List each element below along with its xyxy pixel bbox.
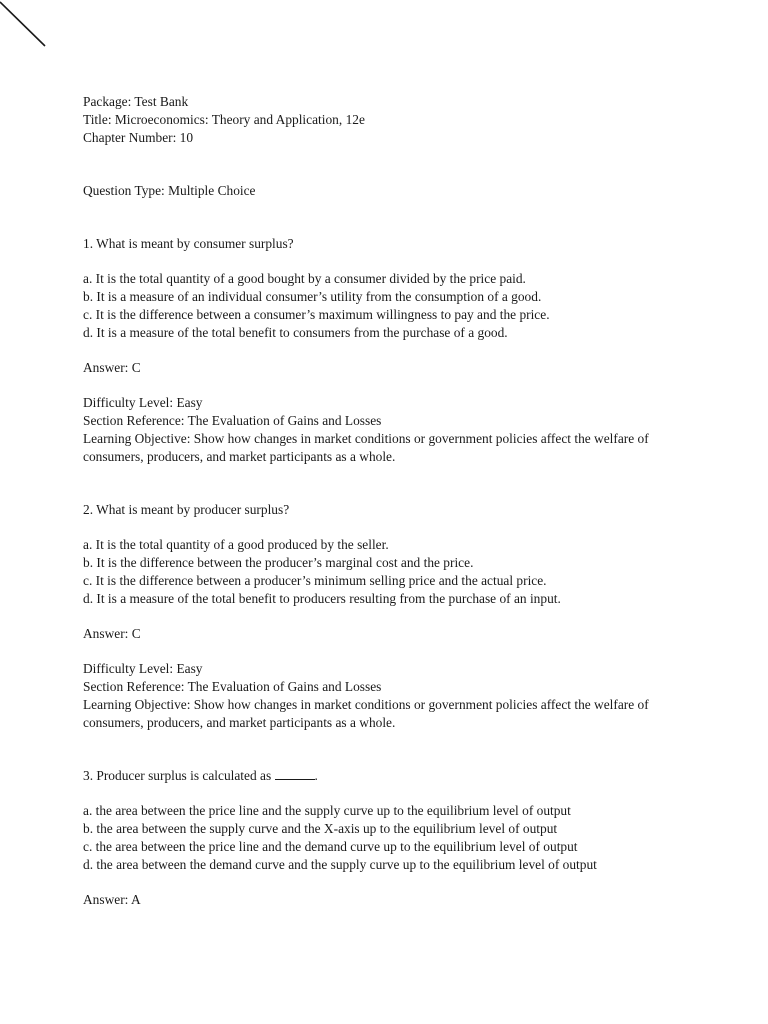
- spacer: [83, 608, 743, 625]
- title-line: Title: Microeconomics: Theory and Application, 12e: [83, 112, 365, 127]
- package-line: Package: Test Bank: [83, 94, 189, 109]
- answer-option: d. the area between the demand curve and the supply curve up to the equilibrium level of output: [83, 857, 597, 872]
- spacer: [83, 643, 743, 660]
- spacer: [83, 253, 743, 270]
- fill-in-blank: [275, 767, 315, 780]
- answer-option: c. It is the difference between a consumer’s maximum willingness to pay and the price.: [83, 307, 550, 322]
- answer-option: c. the area between the price line and the demand curve up to the equilibrium level of output: [83, 839, 578, 854]
- spacer: [83, 785, 743, 802]
- answer-option: a. It is the total quantity of a good produced by the seller.: [83, 537, 389, 552]
- question-stem-text: 3. Producer surplus is calculated as: [83, 768, 275, 783]
- question-stem: 2. What is meant by producer surplus?: [83, 502, 290, 517]
- question-type-line: Question Type: Multiple Choice: [83, 183, 256, 198]
- spacer: [83, 147, 743, 182]
- spacer: [83, 732, 743, 767]
- question-stem: [83, 767, 743, 785]
- answer-option: b. It is the difference between the producer’s marginal cost and the price.: [83, 555, 474, 570]
- answer-key: Answer: C: [83, 360, 141, 375]
- spacer: [83, 874, 743, 891]
- answer-option: c. It is the difference between a producer’s minimum selling price and the actual price.: [83, 573, 547, 588]
- chapter-line: Chapter Number: 10: [83, 130, 194, 145]
- answer-key: Answer: A: [83, 892, 141, 907]
- question-stem-end: .: [314, 768, 318, 783]
- answer-option: d. It is a measure of the total benefit to consumers from the purchase of a good.: [83, 325, 508, 340]
- spacer: [83, 377, 743, 394]
- spacer: [83, 519, 743, 536]
- answer-option: a. It is the total quantity of a good bought by a consumer divided by the price paid.: [83, 271, 526, 286]
- corner-fold-line: [0, 0, 60, 60]
- learning-objective: Learning Objective: Show how changes in market conditions or government policies affect the welfare of consumers, producers, and market participants as a whole.: [83, 697, 649, 730]
- test-bank-document: [83, 93, 743, 909]
- section-reference: Section Reference: The Evaluation of Gains and Losses: [83, 679, 382, 694]
- answer-option: a. the area between the price line and the supply curve up to the equilibrium level of output: [83, 803, 571, 818]
- learning-objective: Learning Objective: Show how changes in market conditions or government policies affect the welfare of consumers, producers, and market participants as a whole.: [83, 431, 649, 464]
- question-stem: 1. What is meant by consumer surplus?: [83, 236, 294, 251]
- spacer: [83, 466, 743, 501]
- difficulty-level: Difficulty Level: Easy: [83, 661, 203, 676]
- answer-option: d. It is a measure of the total benefit to producers resulting from the purchase of an input.: [83, 591, 561, 606]
- question-block: [83, 235, 743, 466]
- answer-option: b. the area between the supply curve and the X-axis up to the equilibrium level of output: [83, 821, 558, 836]
- section-reference: Section Reference: The Evaluation of Gains and Losses: [83, 413, 382, 428]
- difficulty-level: Difficulty Level: Easy: [83, 395, 203, 410]
- spacer: [83, 342, 743, 359]
- answer-key: Answer: C: [83, 626, 141, 641]
- question-block: [83, 767, 743, 909]
- answer-option: b. It is a measure of an individual consumer’s utility from the consumption of a good.: [83, 289, 542, 304]
- spacer: [83, 200, 743, 235]
- question-block: [83, 501, 743, 732]
